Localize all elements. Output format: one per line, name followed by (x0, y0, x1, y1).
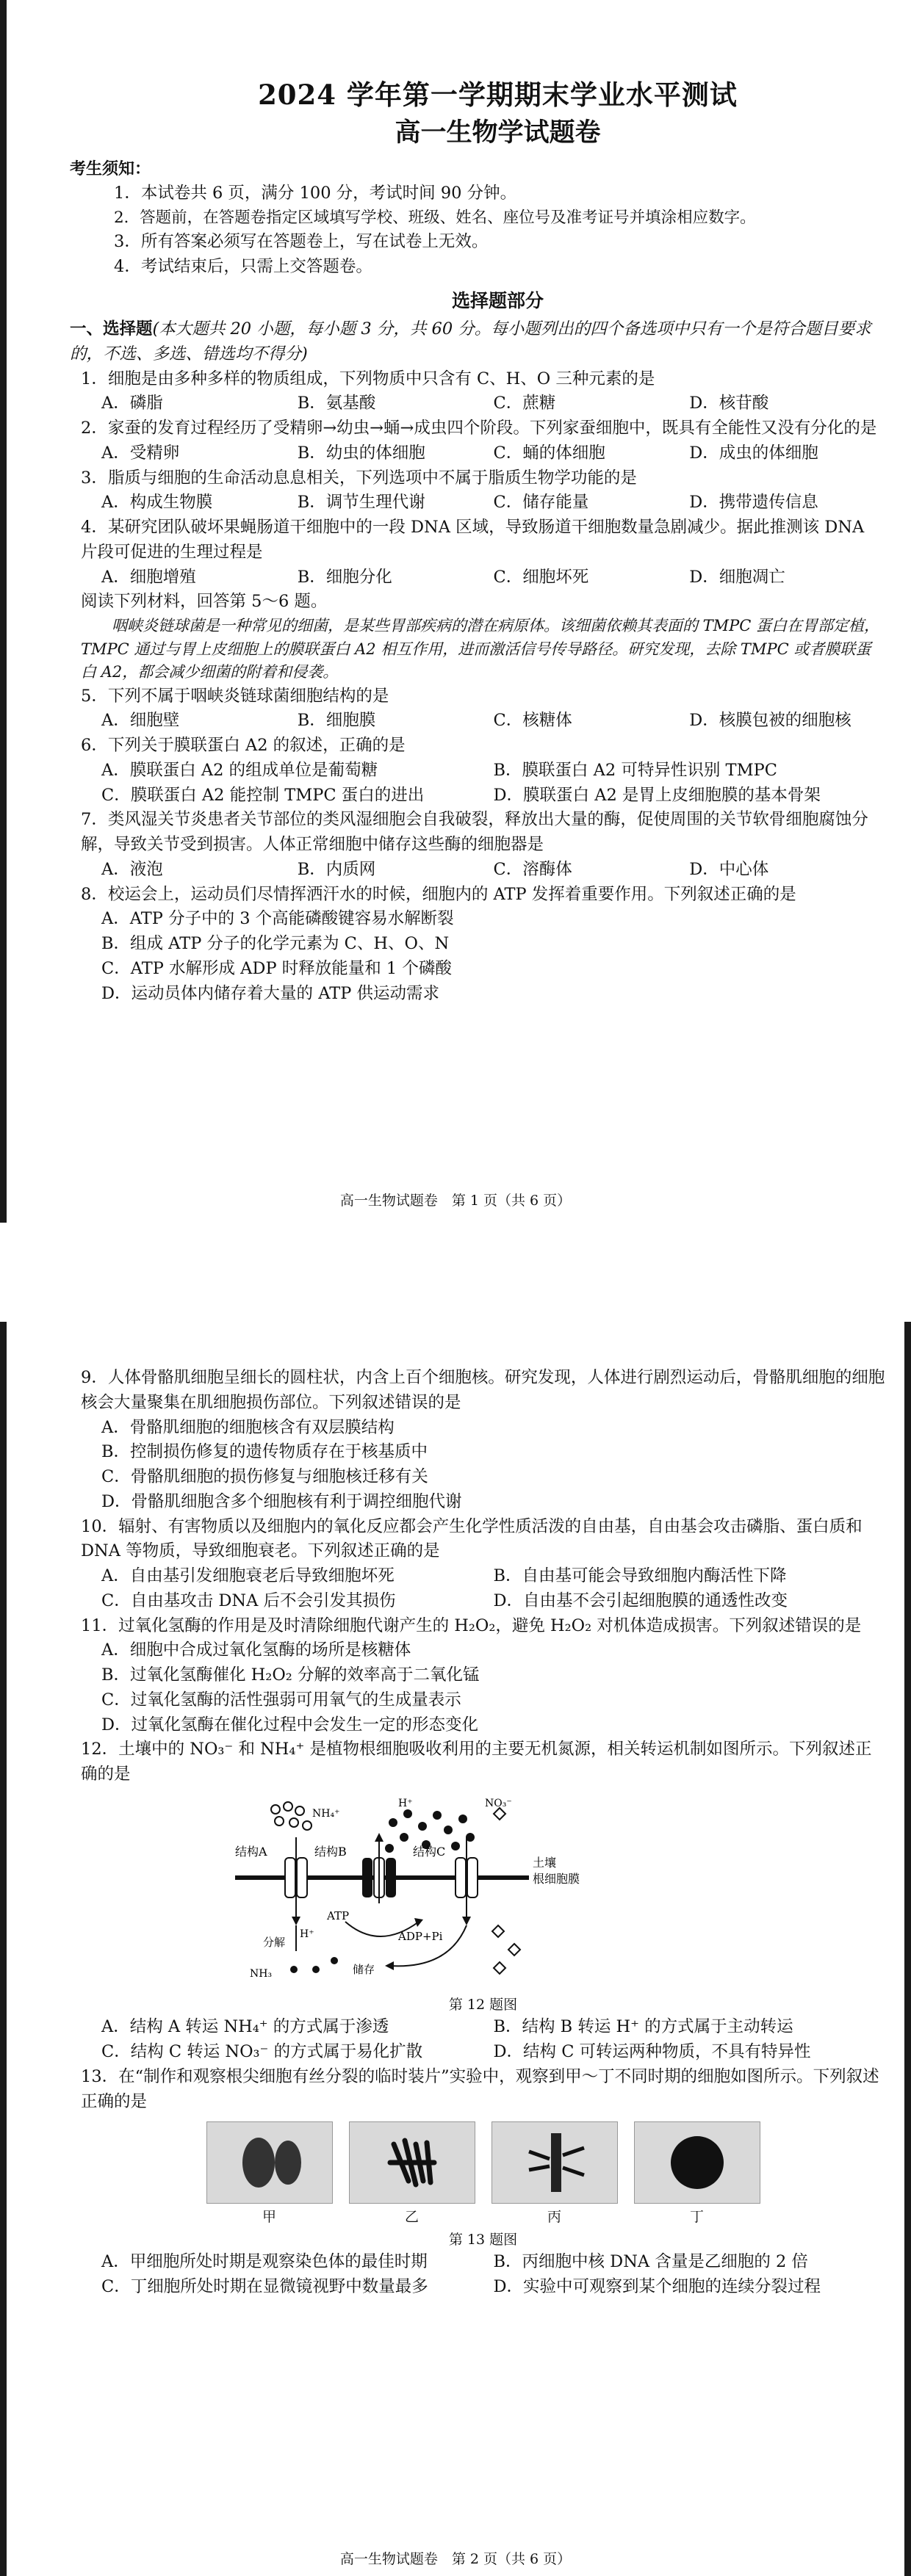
option-d: D．骨骼肌细胞含多个细胞核有利于调控细胞代谢 (101, 1491, 462, 1511)
question-4 (81, 515, 885, 590)
option-a: A．细胞增殖 (101, 567, 196, 587)
option-d: D．结构 C 可转运两种物质，不具有特异性 (493, 2042, 811, 2061)
label-h-top: H⁺ (398, 1797, 413, 1809)
page1-content (70, 77, 885, 1006)
option-b: B．氨基酸 (297, 394, 376, 413)
question-3 (81, 466, 885, 516)
cell-image (491, 2121, 618, 2204)
option-b: B．内质网 (297, 859, 376, 879)
transport-diagram (206, 1793, 617, 1991)
label-decompose: 分解 (263, 1935, 286, 1949)
option-b: B．调节生理代谢 (297, 493, 425, 513)
question-11 (81, 1614, 885, 1738)
cell-label: 甲 (262, 2209, 276, 2226)
option-a: A．骨骼肌细胞的细胞核含有双层膜结构 (101, 1417, 395, 1437)
question-stem: 12．土壤中的 NO₃⁻ 和 NH₄⁺ 是植物根细胞吸收利用的主要无机氮源，相关转运机制如图所示。下列叙述正确的是 (81, 1740, 872, 1784)
label-membrane: 根细胞膜 (533, 1871, 580, 1886)
question-stem: 7．类风湿关节炎患者关节部位的类风湿细胞会自我破裂，释放出大量的酶，促使周围的关节软骨细胞腐蚀分解，导致关节受到损害。人体正常细胞中储存这些酶的细胞器是 (81, 810, 868, 855)
scan-edge-right-2 (904, 1322, 911, 2576)
option-b: B．组成 ATP 分子的化学元素为 C、H、O、N (101, 934, 450, 954)
label-structure-c: 结构C (413, 1844, 446, 1859)
option-d: D．过氧化氢酶在催化过程中会发生一定的形态变化 (101, 1715, 479, 1734)
page-gap (0, 1223, 911, 1322)
label-nh3: NH₃ (250, 1967, 273, 1980)
label-nh4: NH₄⁺ (312, 1807, 340, 1820)
option-b: B．控制损伤修复的遗传物质存在于核基质中 (101, 1442, 428, 1462)
option-c: C．ATP 水解形成 ADP 时释放能量和 1 个磷酸 (101, 958, 452, 978)
label-adp: ADP+Pi (398, 1929, 443, 1943)
cell-label: 乙 (404, 2209, 419, 2226)
reading-intro: 阅读下列材料，回答第 5～6 题。 (81, 592, 328, 612)
part-description: (本大题共 20 小题，每小题 3 分，共 60 分。每小题列出的四个备选项中只有一个是符合题目要求的，不选、多选、错选均不得分) (70, 319, 871, 363)
option-d: D．成虫的体细胞 (689, 443, 818, 463)
cell-ding (634, 2121, 760, 2228)
label-atp: ATP (327, 1909, 350, 1922)
question-13 (81, 2065, 885, 2300)
option-c: C．结构 C 转运 NO₃⁻ 的方式属于易化扩散 (101, 2042, 423, 2061)
option-c: C．核糖体 (493, 711, 572, 731)
figure-13-caption: 第 13 题图 (448, 2231, 518, 2248)
cell-label: 丁 (689, 2209, 704, 2226)
option-a: A．结构 A 转运 NH₄⁺ 的方式属于渗透 (101, 2017, 389, 2037)
option-a: A．受精卵 (101, 443, 180, 463)
notice-item: 2．答题前，在答题卷指定区域填写学校、班级、姓名、座位号及准考证号并填涂相应数字。 (114, 208, 756, 227)
label-soil: 土壤 (533, 1855, 557, 1870)
option-b: B．细胞膜 (297, 711, 376, 731)
option-a: A．细胞中合成过氧化氢酶的场所是核糖体 (101, 1640, 411, 1660)
part-heading (70, 317, 885, 367)
option-d: D．实验中可观察到某个细胞的连续分裂过程 (493, 2277, 821, 2296)
part-label: 一、选择题 (70, 319, 153, 339)
option-b: B．膜联蛋白 A2 可特异性识别 TMPC (493, 760, 777, 780)
question-stem: 13．在“制作和观察根尖细胞有丝分裂的临时装片”实验中，观察到甲～丁不同时期的细胞如图所示。下列叙述正确的是 (81, 2066, 879, 2111)
option-a: A．膜联蛋白 A2 的组成单位是葡萄糖 (101, 760, 378, 780)
option-a: A．甲细胞所处时期是观察染色体的最佳时期 (101, 2252, 428, 2272)
question-stem: 1．细胞是由多种多样的物质组成，下列物质中只含有 C、H、O 三种元素的是 (81, 369, 655, 388)
cell-image (349, 2121, 475, 2204)
scan-edge-left-2 (0, 1322, 7, 2576)
page-footer-2: 高一生物试题卷 第 2 页（共 6 页） (339, 2551, 572, 2567)
option-c: C．储存能量 (493, 493, 589, 513)
question-10 (81, 1515, 885, 1614)
question-6 (81, 734, 885, 808)
option-d: D．中心体 (689, 859, 769, 879)
question-stem: 11．过氧化氢酶的作用是及时清除细胞代谢产生的 H₂O₂，避免 H₂O₂ 对机体造成损害。下列叙述错误的是 (81, 1616, 862, 1635)
scan-edge-left (0, 0, 7, 1223)
question-stem: 8．校运会上，运动员们尽情挥洒汗水的时候，细胞内的 ATP 发挥着重要作用。下列叙述正确的是 (81, 884, 796, 904)
option-c: C．膜联蛋白 A2 能控制 TMPC 蛋白的进出 (101, 785, 425, 805)
question-stem: 10．辐射、有害物质以及细胞内的氧化反应都会产生化学性质活泼的自由基，自由基会攻击磷脂、蛋白质和 DNA 等物质，导致细胞衰老。下列叙述正确的是 (81, 1516, 863, 1561)
structure-a (285, 1837, 307, 1925)
cell-image (206, 2121, 333, 2204)
option-a: A．细胞壁 (101, 711, 180, 731)
option-a: A．磷脂 (101, 394, 163, 413)
label-no3: NO₃⁻ (485, 1797, 512, 1809)
reading-passage: 咽峡炎链球菌是一种常见的细菌，是某些胃部疾病的潜在病原体。该细菌依赖其表面的 TMPC 蛋白在胃部定植，TMPC 通过与胃上皮细胞上的膜联蛋白 A2 相互作用，进而激活信号传导路径。研究发现，去除 TMPC 或者膜联蛋白 A2，都会减少细菌的附着和侵袭。 (81, 617, 880, 681)
exam-subtitle: 高一生物学试题卷 (395, 117, 601, 148)
option-b: B．细胞分化 (297, 567, 392, 587)
label-structure-b: 结构B (314, 1844, 347, 1859)
question-12 (81, 1737, 885, 2065)
cell-yi (349, 2121, 475, 2228)
figure-12-caption: 第 12 题图 (448, 1996, 518, 2013)
option-a: A．ATP 分子中的 3 个高能磷酸键容易水解断裂 (101, 909, 454, 929)
option-a: A．液泡 (101, 859, 163, 879)
structure-c (455, 1837, 478, 1925)
option-c: C．蔗糖 (493, 394, 556, 413)
question-2 (81, 416, 885, 466)
option-d: D．自由基不会引起细胞膜的通透性改变 (493, 1591, 788, 1610)
label-h-bottom: H⁺ (300, 1928, 314, 1940)
option-b: B．幼虫的体细胞 (297, 443, 425, 463)
cell-image (634, 2121, 760, 2204)
option-b: B．丙细胞中核 DNA 含量是乙细胞的 2 倍 (493, 2252, 808, 2272)
notice-item: 4．考试结束后，只需上交答题卷。 (114, 256, 372, 276)
option-d: D．膜联蛋白 A2 是胃上皮细胞膜的基本骨架 (493, 785, 821, 805)
notice-item: 1．本试卷共 6 页，满分 100 分，考试时间 90 分钟。 (114, 184, 517, 203)
notice-title: 考生须知： (70, 160, 151, 179)
option-c: C．丁细胞所处时期在显微镜视野中数量最多 (101, 2277, 428, 2296)
question-8 (81, 883, 885, 1007)
cell-label: 丙 (547, 2209, 561, 2226)
option-a: A．构成生物膜 (101, 493, 213, 513)
notice-item: 3．所有答案必须写在答题卷上，写在试卷上无效。 (114, 232, 489, 252)
option-d: D．运动员体内储存着大量的 ATP 供运动需求 (101, 983, 440, 1003)
cell-bing (491, 2121, 618, 2228)
option-a: A．自由基引发细胞衰老后导致细胞坏死 (101, 1566, 395, 1585)
question-stem: 3．脂质与细胞的生命活动息息相关，下列选项中不属于脂质生物学功能的是 (81, 468, 637, 488)
option-d: D．细胞凋亡 (689, 567, 785, 587)
option-c: C．骨骼肌细胞的损伤修复与细胞核迁移有关 (101, 1467, 428, 1486)
label-structure-a: 结构A (235, 1844, 267, 1859)
no3-diamonds (492, 1808, 520, 1974)
section-title: 选择题部分 (451, 289, 544, 311)
option-c: C．细胞坏死 (493, 567, 589, 587)
option-b: B．过氧化氢酶催化 H₂O₂ 分解的效率高于二氧化锰 (101, 1665, 480, 1685)
option-c: C．过氧化氢酶的活性强弱可用氧气的生成量表示 (101, 1690, 461, 1710)
question-1 (81, 367, 885, 417)
option-c: C．自由基攻击 DNA 后不会引发其损伤 (101, 1591, 396, 1610)
question-stem: 4．某研究团队破坏果蝇肠道干细胞中的一段 DNA 区域，导致肠道干细胞数量急剧减少。据此推测该 DNA 片段可促进的生理过程是 (81, 518, 865, 562)
mitosis-figure (81, 2121, 885, 2228)
question-9 (81, 1366, 885, 1515)
label-store: 储存 (353, 1962, 375, 1976)
exam-title: 2024 学年第一学期期末学业水平测试 (258, 79, 738, 111)
question-stem: 9．人体骨骼肌细胞呈细长的圆柱状，内含上百个细胞核。研究发现，人体进行剧烈运动后，骨骼肌细胞的细胞核会大量聚集在肌细胞损伤部位。下列叙述错误的是 (81, 1368, 885, 1412)
page-footer-1: 高一生物试题卷 第 1 页（共 6 页） (339, 1193, 572, 1209)
question-7 (81, 808, 885, 882)
page2-content (81, 1366, 885, 2300)
question-stem: 2．家蚕的发育过程经历了受精卵→幼虫→蛹→成虫四个阶段。下列家蚕细胞中，既具有全能性又没有分化的是 (81, 419, 877, 438)
option-d: D．携带遗传信息 (689, 493, 818, 513)
notice-list (114, 181, 885, 280)
option-b: B．结构 B 转运 H⁺ 的方式属于主动转运 (493, 2017, 793, 2037)
option-b: B．自由基可能会导致细胞内酶活性下降 (493, 1566, 787, 1585)
option-c: C．蛹的体细胞 (493, 443, 605, 463)
cell-jia (206, 2121, 333, 2228)
option-c: C．溶酶体 (493, 859, 572, 879)
question-stem: 5．下列不属于咽峡炎链球菌细胞结构的是 (81, 686, 389, 706)
option-d: D．核苷酸 (689, 394, 769, 413)
question-stem: 6．下列关于膜联蛋白 A2 的叙述，正确的是 (81, 736, 406, 756)
structure-b (362, 1833, 396, 1903)
question-5 (81, 684, 885, 734)
option-d: D．核膜包被的细胞核 (689, 711, 851, 731)
nh4-particles (271, 1802, 312, 1830)
